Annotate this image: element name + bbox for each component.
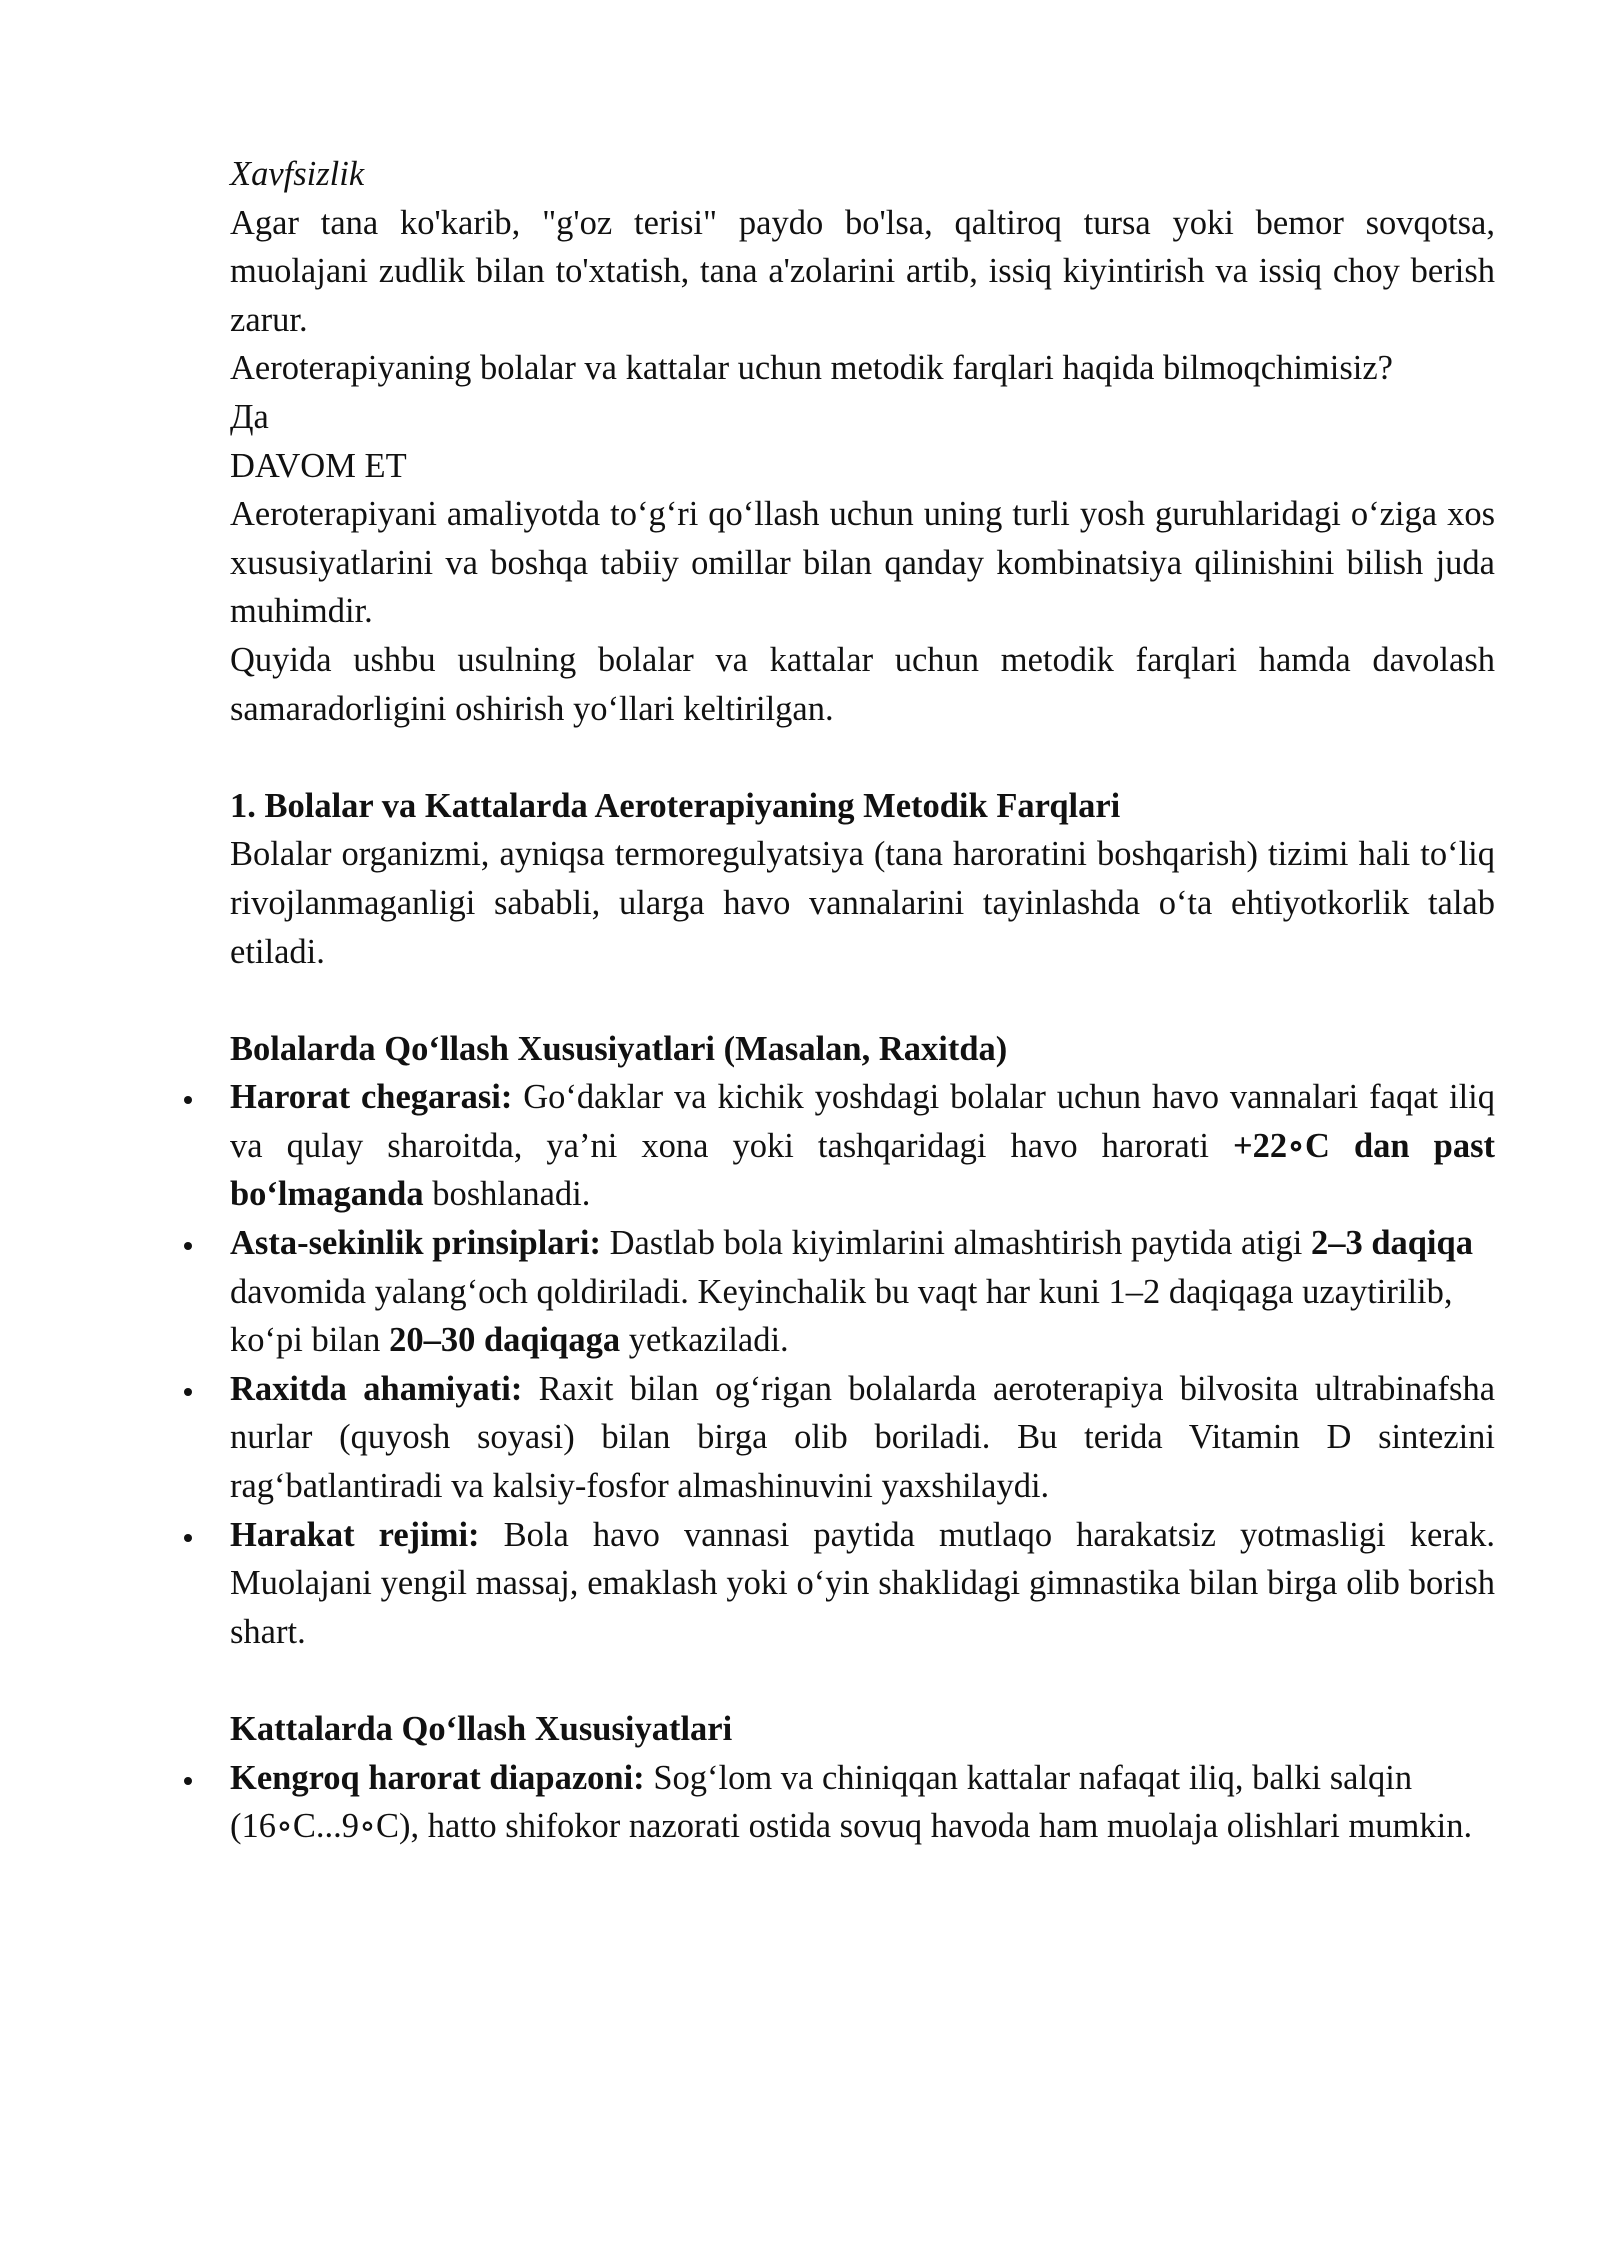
item-text: davomida yalang‘och qoldiriladi. Keyinchalik bu vaqt har kuni 1–2 daqiqaga uzaytirilib, ko‘pi bilan — [230, 1272, 1453, 1360]
adults-heading: Kattalarda Qo‘llash Xususiyatlari — [230, 1710, 733, 1748]
bullet-icon — [178, 1754, 198, 1803]
item-bold-text: 2–3 daqiqa — [1310, 1224, 1473, 1263]
list-item-movement-regime — [230, 1511, 1495, 1657]
item-bold-text: +22∘C dan past bo‘lmaganda — [230, 1126, 1495, 1214]
item-text: Dastlab bola kiyimlarini almashtirish paytida atigi — [600, 1224, 1311, 1263]
section1-paragraph: Bolalar organizmi, ayniqsa termoregulyatsiya (tana haroratini boshqarish) tizimi hali to‘liq rivojlanmaganligi sababli, ularga havo vannalarini tayinlashda o‘ta ehtiyotkorlik talab etiladi. — [230, 835, 1495, 971]
item-text: Sog‘lom va chiniqqan kattalar nafaqat iliq, balki salqin (16∘C...9∘C), hatto shifokor nazorati ostida sovuq havoda ham muolaja olishlari mumkin. — [230, 1758, 1473, 1846]
spacer — [230, 976, 1495, 1025]
list-item-temperature-range — [230, 1754, 1495, 1851]
item-label: Harorat chegarasi: — [230, 1078, 513, 1117]
item-text: yetkaziladi. — [620, 1321, 789, 1360]
item-label: Asta-sekinlik prinsiplari: — [230, 1224, 601, 1263]
item-text: Go‘daklar va kichik yoshdagi bolalar uchun havo vannalari faqat iliq va qulay sharoitda, ya’ni xona yoki tashqaridagi havo harorati — [230, 1078, 1496, 1165]
section1-heading: 1. Bolalar va Kattalarda Aeroterapiyaning Metodik Farqlari — [230, 786, 1121, 825]
item-bold-text: 20–30 daqiqaga — [389, 1321, 621, 1360]
adults-list — [230, 1754, 1495, 1851]
bullet-icon — [178, 1219, 198, 1268]
answer-yes: Да — [230, 397, 269, 436]
bullet-icon — [178, 1511, 198, 1560]
document-page — [230, 150, 1495, 1851]
safety-paragraph: Agar tana ko'karib, "g'oz terisi" paydo bo'lsa, qaltiroq tursa yoki bemor sovqotsa, muolajani zudlik bilan to'xtatish, tana a'zolarini artib, issiq kiyintirish va issiq choy berish zarur. — [230, 203, 1495, 339]
question-text: Aeroterapiyaning bolalar va kattalar uchun metodik farqlari haqida bilmoqchimisiz? — [230, 349, 1393, 388]
item-label: Raxitda ahamiyati: — [230, 1369, 523, 1408]
safety-title: Xavfsizlik — [230, 155, 365, 193]
spacer — [230, 733, 1495, 782]
children-heading: Bolalarda Qo‘llash Xususiyatlari (Masalan, Raxitda) — [230, 1029, 1008, 1068]
bullet-icon — [178, 1073, 198, 1122]
item-text: boshlanadi. — [423, 1175, 591, 1214]
intro-paragraph-2: Quyida ushbu usulning bolalar va kattalar uchun metodik farqlari hamda davolash samaradorligini oshirish yo‘llari keltirilgan. — [230, 640, 1495, 728]
children-list — [230, 1073, 1495, 1656]
continue-label: DAVOM ET — [230, 446, 407, 485]
bullet-icon — [178, 1365, 198, 1414]
item-label: Kengroq harorat diapazoni: — [230, 1758, 645, 1797]
item-text: Bola havo vannasi paytida mutlaqo harakatsiz yotmasligi kerak. Muolajani yengil massaj, emaklash yoki o‘yin shaklidagi gimnastika bilan birga olib borish shart. — [230, 1515, 1495, 1651]
list-item-temperature-limit — [230, 1073, 1495, 1219]
spacer — [230, 1656, 1495, 1705]
list-item-rickets-importance — [230, 1365, 1495, 1511]
item-label: Harakat rejimi: — [230, 1515, 480, 1554]
intro-paragraph-1: Aeroterapiyani amaliyotda to‘g‘ri qo‘llash uchun uning turli yosh guruhlaridagi o‘ziga xos xususiyatlarini va boshqa tabiiy omillar bilan qanday kombinatsiya qilinishini bilish juda muhimdir. — [230, 495, 1495, 631]
list-item-gradual-principle — [230, 1219, 1495, 1365]
item-text: Raxit bilan og‘rigan bolalarda aeroterapiya bilvosita ultrabinafsha nurlar (quyosh soyasi) bilan birga olib boriladi. Bu terida Vitamin D sintezini rag‘batlantiradi va kalsiy-fosfor almashinuvini yaxshilaydi. — [230, 1369, 1496, 1506]
